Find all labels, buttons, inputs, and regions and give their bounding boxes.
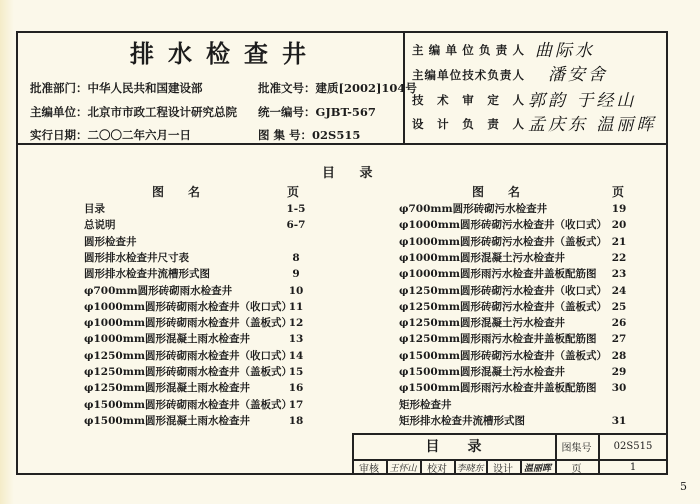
- toc-item-name: φ700mm圆形砖砌污水检查井: [399, 203, 548, 215]
- toc-item-name: 总说明: [84, 219, 116, 232]
- toc-item-page: 25: [611, 300, 627, 313]
- toc-item-name: 矩形检查井: [399, 398, 452, 411]
- meta-value: GJBT-567: [315, 105, 376, 119]
- resp-tech-reviewer: [412, 92, 524, 108]
- toc-item-name: φ1000mm圆形混凝土污水检查井: [399, 251, 565, 264]
- toc-item-name: φ1250mm圆形混凝土雨水检查井: [84, 382, 250, 395]
- meta-value: 02S515: [312, 128, 361, 142]
- meta-label: 统一编号：: [258, 105, 316, 119]
- toc-item-name: 矩形排水检查井流槽形式图: [399, 414, 525, 427]
- toc-item-page: 1-5: [286, 203, 306, 215]
- resp-design-lead: [412, 116, 524, 132]
- atlas-title: 排水检查井: [130, 40, 320, 68]
- left-col-page-header: 页: [287, 185, 300, 199]
- toc-item-page: 8: [292, 251, 300, 264]
- toc-item-page: 31: [611, 414, 627, 427]
- meta-label: 批准部门：: [30, 81, 88, 95]
- toc-item-page: 22: [611, 251, 627, 264]
- toc-title: 目 录: [322, 166, 383, 181]
- toc-item-page: 6-7: [286, 219, 306, 232]
- toc-item-page: 28: [611, 349, 627, 362]
- resp-label: 设计负责人: [412, 117, 524, 131]
- toc-item-page: 18: [288, 414, 304, 427]
- page-value: 1: [629, 461, 637, 473]
- meta-approval-number: [258, 80, 417, 96]
- toc-item-page: 11: [288, 300, 304, 313]
- review-label: 审核: [359, 463, 379, 475]
- toc-item-name: φ1500mm圆形砖砌雨水检查井（盖板式）: [84, 398, 292, 411]
- meta-atlas-number: [258, 127, 360, 143]
- design-signature: 温丽晖: [523, 463, 551, 474]
- toc-item-page: 14: [288, 349, 304, 362]
- resp-chief-unit: [412, 42, 524, 58]
- toc-item-page: 17: [288, 398, 304, 411]
- meta-value: 北京市市政工程设计研究总院: [87, 105, 237, 119]
- meta-value: 中华人民共和国建设部: [87, 81, 203, 95]
- toc-item-page: [604, 397, 634, 414]
- page-edge-shadow: [0, 0, 14, 504]
- toc-item-page: 20: [611, 219, 627, 232]
- left-col-name-header: 图 名: [152, 185, 201, 199]
- toc-item-page: 16: [288, 382, 304, 395]
- toc-item-page: 12: [288, 317, 304, 330]
- toc-item-name: φ1000mm圆形砖砌雨水检查井（盖板式）: [84, 317, 292, 330]
- toc-item-page: 24: [611, 284, 627, 297]
- toc-item-name: φ1500mm圆形混凝土雨水检查井: [84, 414, 250, 427]
- toc-item-name: φ1000mm圆形砖砌雨水检查井（收口式）: [84, 300, 292, 313]
- toc-item-page: 29: [611, 366, 627, 378]
- toc-item-page: 27: [611, 333, 627, 346]
- toc-item-name: 圆形排水检查井流槽形式图: [84, 268, 210, 281]
- toc-item-name: φ1500mm圆形雨污水检查井盖板配筋图: [399, 382, 597, 395]
- toc-item-name: φ1500mm圆形混凝土污水检查井: [399, 366, 565, 378]
- meta-label: 实行日期：: [30, 128, 88, 142]
- toc-item-page: [281, 234, 311, 251]
- toc-item-page: 13: [288, 333, 304, 346]
- toc-item-name: 圆形排水检查井尺寸表: [84, 251, 189, 264]
- toc-item-name: φ1500mm圆形砖砌污水检查井（盖板式）: [399, 349, 607, 362]
- meta-approval-dept: [30, 80, 203, 96]
- toc-item-name: φ1250mm圆形雨污水检查井盖板配筋图: [399, 333, 597, 346]
- review-signature: 王怀山: [389, 463, 417, 474]
- toc-item-name: φ700mm圆形砖砌雨水检查井: [84, 284, 233, 297]
- toc-item-page: 10: [288, 284, 304, 297]
- toc-item-page: 23: [611, 268, 627, 281]
- resp-label: 主编单位负责人: [412, 43, 524, 57]
- meta-label: 批准文号：: [258, 81, 316, 95]
- toc-item-page: 21: [611, 235, 627, 248]
- toc-item-name: φ1250mm圆形砖砌污水检查井（盖板式）: [399, 300, 607, 313]
- check-signature: 李晓东: [456, 463, 484, 474]
- toc-item-name: φ1000mm圆形混凝土雨水检查井: [84, 333, 250, 346]
- meta-label: 图 集 号：: [258, 128, 313, 142]
- design-label: 设计: [493, 463, 513, 475]
- signature: 潘安舍: [548, 65, 608, 85]
- meta-label: 主编单位：: [30, 105, 88, 119]
- meta-value: 二〇〇二年六月一日: [87, 128, 191, 142]
- meta-editing-unit: [30, 104, 237, 120]
- right-col-name-header: 图 名: [472, 185, 521, 199]
- resp-chief-tech: [412, 67, 524, 83]
- toc-item-page: 9: [292, 268, 300, 281]
- toc-item-page: 26: [611, 317, 627, 330]
- signature: 孟庆东 温丽晖: [528, 115, 657, 135]
- toc-item-name: φ1000mm圆形雨污水检查井盖板配筋图: [399, 268, 597, 281]
- drawing-title: 目 录: [425, 439, 482, 455]
- page-label: 页: [571, 463, 582, 475]
- resp-label: 技术审定人: [412, 93, 524, 107]
- toc-item-page: 19: [611, 203, 627, 215]
- signature: 曲际水: [535, 41, 595, 61]
- signature: 郭韵 于经山: [528, 91, 637, 111]
- toc-item-name: 目录: [84, 203, 105, 215]
- toc-item-name: φ1250mm圆形混凝土污水检查井: [399, 317, 565, 330]
- toc-item-name: φ1250mm圆形砖砌污水检查井（收口式）: [399, 284, 607, 297]
- meta-value: 建质[2002]104号: [315, 81, 417, 95]
- atlas-value: 02S515: [613, 440, 653, 452]
- toc-item-name: φ1250mm圆形砖砌雨水检查井（盖板式）: [84, 366, 292, 378]
- page-number: 5: [680, 480, 687, 493]
- meta-unified-number: [258, 104, 376, 120]
- resp-label: 主编单位技术负责人: [412, 68, 524, 82]
- toc-item-name: φ1250mm圆形砖砌雨水检查井（收口式）: [84, 349, 292, 362]
- toc-item-page: 15: [288, 366, 304, 378]
- check-label: 校对: [427, 463, 447, 475]
- meta-effective-date: [30, 127, 191, 143]
- atlas-label: 图集号: [561, 442, 592, 454]
- toc-item-page: 30: [611, 382, 627, 395]
- toc-item-name: φ1000mm圆形砖砌污水检查井（收口式）: [399, 219, 607, 232]
- right-col-page-header: 页: [612, 185, 625, 199]
- toc-item-name: 圆形检查井: [84, 235, 137, 248]
- toc-item-name: φ1000mm圆形砖砌污水检查井（盖板式）: [399, 235, 607, 248]
